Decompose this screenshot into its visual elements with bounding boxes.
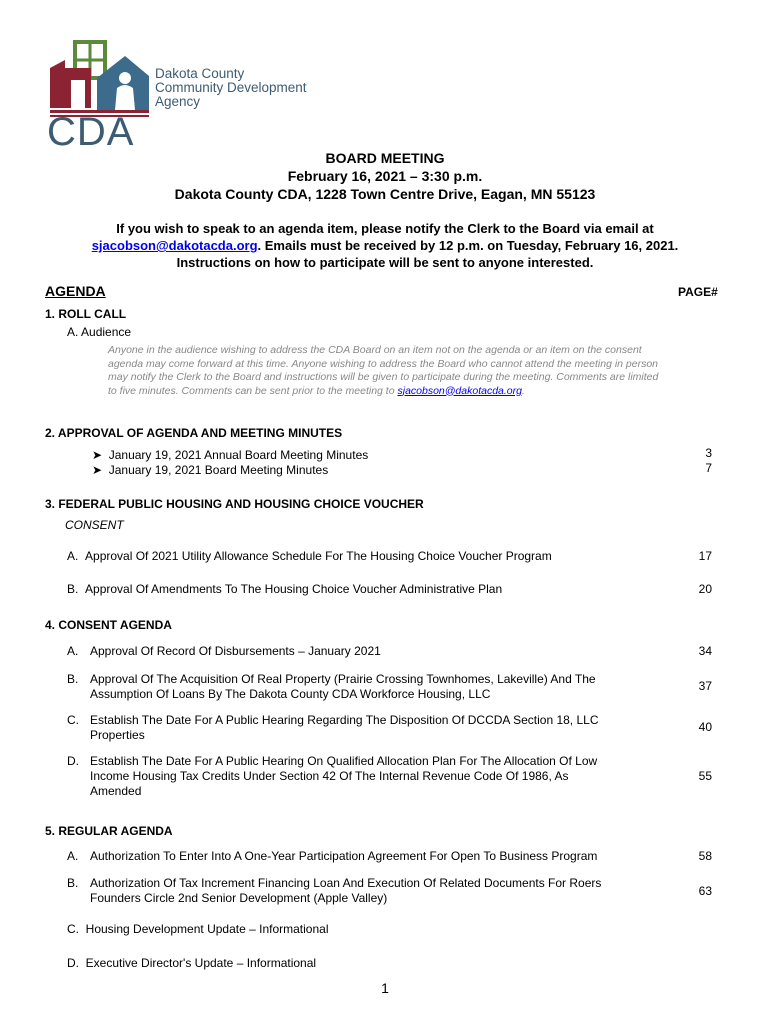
item-text: Approval Of The Acquisition Of Real Property (Prairie Crossing Townhomes, Lakeville) And The Assumption Of Loans By The Dakota County CDA Workforce Housing, LLC	[90, 672, 596, 701]
item-text: Executive Director's Update – Informational	[85, 956, 317, 970]
item-letter: A.	[67, 849, 79, 863]
page-number: 17	[698, 549, 712, 563]
section-public-housing: 3. FEDERAL PUBLIC HOUSING AND HOUSING CHOICE VOUCHER	[45, 497, 424, 511]
item-text: Establish The Date For A Public Hearing On Qualified Allocation Plan For The Allocation Of Low Income Housing Tax Credits Under Section 42 Of The Internal Revenue Code Of 1986, As Amended	[90, 754, 598, 798]
item-text: Establish The Date For A Public Hearing Regarding The Disposition Of DCCDA Section 18, LLC Properties	[90, 713, 599, 742]
meeting-date: February 16, 2021 – 3:30 p.m.	[287, 168, 483, 184]
item-letter: B.	[67, 672, 79, 686]
logo-line-3: Agency	[155, 94, 201, 109]
footer-page-number: 1	[381, 980, 389, 996]
page-number: 40	[698, 720, 712, 734]
item-letter: D.	[67, 754, 79, 768]
section-regular-agenda: 5. REGULAR AGENDA	[45, 824, 173, 838]
list-item	[67, 582, 502, 597]
notice-line-3: Instructions on how to participate will be sent to anyone interested.	[176, 255, 594, 270]
section-roll-call: 1. ROLL CALL	[45, 307, 127, 321]
list-item	[67, 672, 78, 687]
item-text: Authorization Of Tax Increment Financing Loan And Execution Of Related Documents For Roers Founders Circle 2nd Senior Development (Apple Valley)	[90, 876, 602, 905]
logo-line-1: Dakota County	[155, 66, 245, 81]
list-item: ➤ January 19, 2021 Board Meeting Minutes	[92, 463, 329, 477]
logo-house-icon	[45, 38, 155, 118]
page-number: 58	[698, 849, 712, 863]
roll-call-audience: A. Audience	[67, 325, 132, 339]
notice-line-2	[30, 237, 740, 254]
item-text: Authorization To Enter Into A One-Year Participation Agreement For Open To Business Program	[90, 849, 598, 863]
item-letter: B.	[67, 876, 79, 890]
item-text: Approval Of Amendments To The Housing Choice Voucher Administrative Plan	[85, 582, 503, 596]
minutes-item-text: January 19, 2021 Board Meeting Minutes	[108, 463, 329, 477]
page-number-heading: PAGE#	[678, 285, 718, 299]
item-letter: C.	[67, 922, 79, 936]
page-number: 20	[698, 582, 712, 596]
logo-acronym: CDA	[47, 110, 135, 154]
list-item	[67, 956, 316, 971]
item-text: Approval Of 2021 Utility Allowance Schedule For The Housing Choice Voucher Program	[85, 549, 552, 563]
agenda-heading: AGENDA	[45, 283, 106, 299]
audience-note-text: Anyone in the audience wishing to address the CDA Board on an item not on the agenda or an item on the consent agenda may come forward at this time. Anyone wishing to address the Board who cannot attend the meeting in person may notify the Clerk to the Board and instructions will be given to participate during the meeting. Comments are limited to five minutes. Comments can be sent prior to the meeting to	[108, 344, 659, 397]
page-number: 63	[698, 884, 712, 898]
page-number: 55	[698, 769, 712, 783]
list-item	[67, 876, 78, 891]
list-item: ➤ January 19, 2021 Annual Board Meeting Minutes	[92, 448, 369, 462]
list-item	[67, 922, 328, 937]
item-letter: D.	[67, 956, 79, 970]
page-number: 7	[705, 461, 712, 475]
list-item	[67, 549, 552, 564]
speaker-notice	[30, 220, 740, 271]
meeting-location: Dakota County CDA, 1228 Town Centre Drive, Eagan, MN 55123	[174, 186, 596, 202]
item-letter: A.	[67, 549, 79, 563]
list-item	[67, 644, 78, 659]
list-item	[67, 849, 78, 864]
minutes-item-text: January 19, 2021 Annual Board Meeting Minutes	[108, 448, 369, 462]
page-number: 34	[698, 644, 712, 658]
clerk-email-link[interactable]: sjacobson@dakotacda.org	[91, 238, 258, 253]
item-text: Housing Development Update – Informational	[85, 922, 329, 936]
logo-org-name	[155, 67, 307, 109]
logo-line-2: Community Development	[155, 80, 307, 95]
item-letter: C.	[67, 713, 79, 727]
audience-note-email-link[interactable]: sjacobson@dakotacda.org	[397, 384, 522, 397]
page-number: 37	[698, 679, 712, 693]
consent-label: CONSENT	[65, 518, 124, 532]
audience-note	[108, 344, 668, 398]
list-item	[67, 754, 79, 769]
section-consent-agenda: 4. CONSENT AGENDA	[45, 618, 172, 632]
item-letter: B.	[67, 582, 79, 596]
item-text: Approval Of Record Of Disbursements – January 2021	[90, 644, 381, 658]
meeting-title: BOARD MEETING	[325, 150, 445, 166]
section-approval-minutes: 2. APPROVAL OF AGENDA AND MEETING MINUTES	[45, 426, 343, 440]
audience-note-end: .	[521, 384, 525, 397]
page-number: 3	[705, 446, 712, 460]
notice-line-2-text: . Emails must be received by 12 p.m. on Tuesday, February 16, 2021.	[257, 238, 679, 253]
item-letter: A.	[67, 644, 79, 658]
notice-line-1: If you wish to speak to an agenda item, please notify the Clerk to the Board via email at	[116, 221, 654, 236]
list-item	[67, 713, 79, 728]
